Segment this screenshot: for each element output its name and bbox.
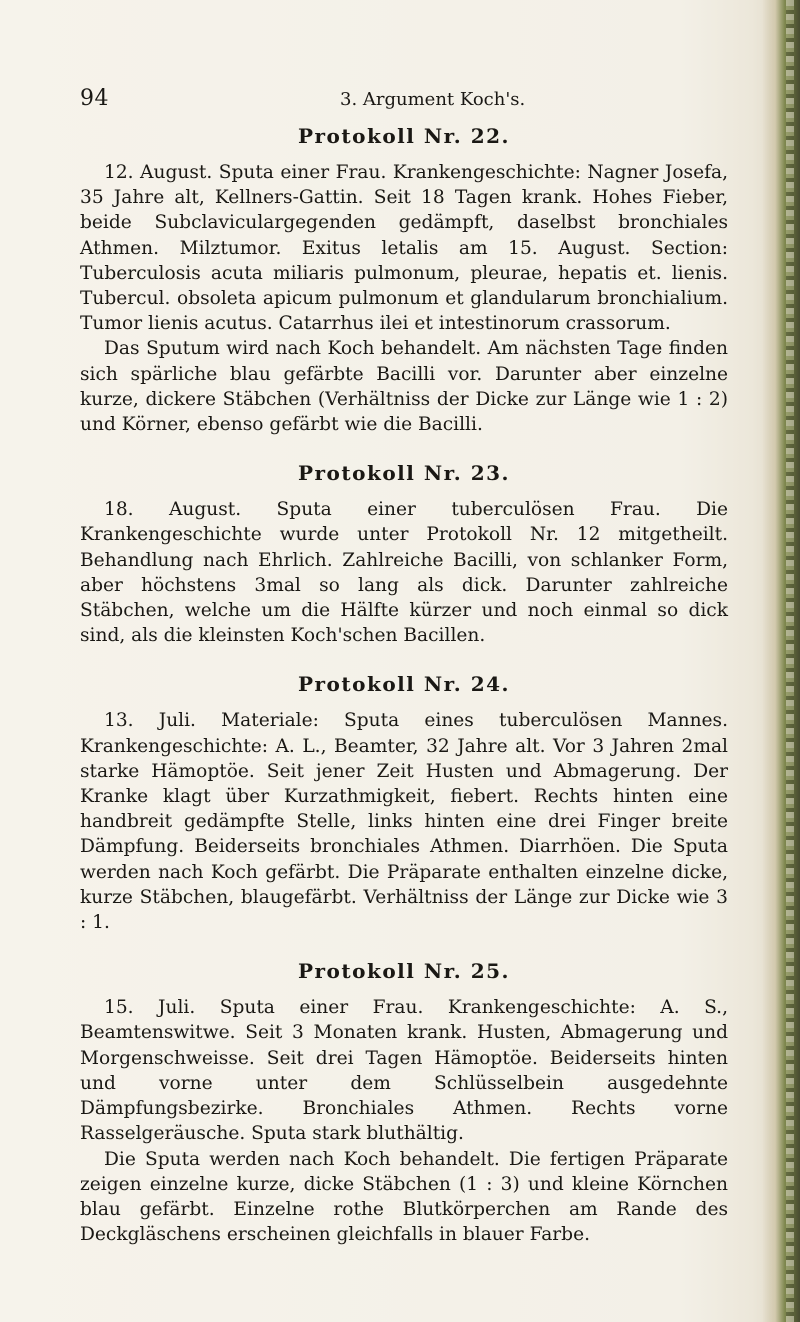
protocol-24-section [80,670,728,935]
protocol-heading: Protokoll Nr. 22. [297,124,511,148]
protocol-paragraph: 12. August. Sputa einer Frau. Krankengeschichte: Nagner Josefa, 35 Jahre alt, Kellners-Gattin. Seit 18 Tagen krank. Hohes Fieber, beide Subclaviculargegenden gedämpft, daselbst bronchiales Athmen. Milztumor. Exitus letalis am 15. August. Section: Tuberculosis acuta miliaris pulmonum, pleurae, hepatis et. lienis. Tubercul. obsoleta apicum pulmonum et glandularum bronchialium. Tumor lienis acutus. Catarrhus ilei et intestinorum crassorum. [80,162,728,335]
protocol-heading: Protokoll Nr. 24. [297,672,511,697]
protocol-paragraph: 18. August. Sputa einer tuberculösen Frau. Die Krankengeschichte wurde unter Protokoll Nr. 12 mitgetheilt. Behandlung nach Ehrlich. Zahlreiche Bacilli, von schlanker Form, aber höchstens 3mal so lang als dick. Darunter zahlreiche Stäbchen, welche um die Hälfte kürzer und noch einmal so dick sind, als die kleinsten Koch'schen Bacillen. [80,499,728,647]
protocol-22-section [80,122,728,437]
book-binding-edge [762,0,800,1322]
protocol-paragraph: Das Sputum wird nach Koch behandelt. Am nächsten Tage finden sich spärliche blau gefärbte Bacilli vor. Darunter aber einzelne kurze, dickere Stäbchen (Verhältniss der Dicke zur Länge wie 1 : 2) und Körner, ebenso gefärbt wie die Bacilli. [80,338,728,436]
protocol-25-section [80,957,728,1247]
protocol-heading: Protokoll Nr. 25. [297,959,511,984]
running-head: 3. Argument Koch's. [340,89,526,110]
protocol-heading: Protokoll Nr. 23. [297,461,511,486]
page-body [80,122,728,1269]
page-number: 94 [80,86,109,111]
protocol-paragraph: Die Sputa werden nach Koch behandelt. Die fertigen Präparate zeigen einzelne kurze, dicke Stäbchen (1 : 3) und kleine Körnchen blau gefärbt. Einzelne rothe Blutkörperchen am Rande des Deckgläschens erscheinen gleichfalls in blauer Farbe. [80,1148,728,1246]
protocol-paragraph: 13. Juli. Materiale: Sputa eines tuberculösen Mannes. Krankengeschichte: A. L., Beamter, 32 Jahre alt. Vor 3 Jahren 2mal starke Hämoptöe. Seit jener Zeit Husten und Abmagerung. Der Kranke klagt über Kurzathmigkeit, fiebert. Rechts hinten eine handbreit gedämpfte Stelle, links hinten eine drei Finger breite Dämpfung. Beiderseits bronchiales Athmen. Diarrhöen. Die Sputa werden nach Koch gefärbt. Die Präparate enthalten einzelne dicke, kurze Stäbchen, blaugefärbt. Verhältniss der Länge zur Dicke wie 3 : 1. [80,710,728,934]
protocol-paragraph: 15. Juli. Sputa einer Frau. Krankengeschichte: A. S., Beamtenswitwe. Seit 3 Monaten krank. Husten, Abmagerung und Morgenschweisse. Seit drei Tagen Hämoptöe. Beiderseits hinten und vorne unter dem Schlüsselbein ausgedehnte Dämpfungsbezirke. Bronchiales Athmen. Rechts vorne Rasselgeräusche. Sputa stark bluthältig. [80,997,728,1145]
protocol-23-section [80,459,728,648]
page-header [80,86,720,116]
